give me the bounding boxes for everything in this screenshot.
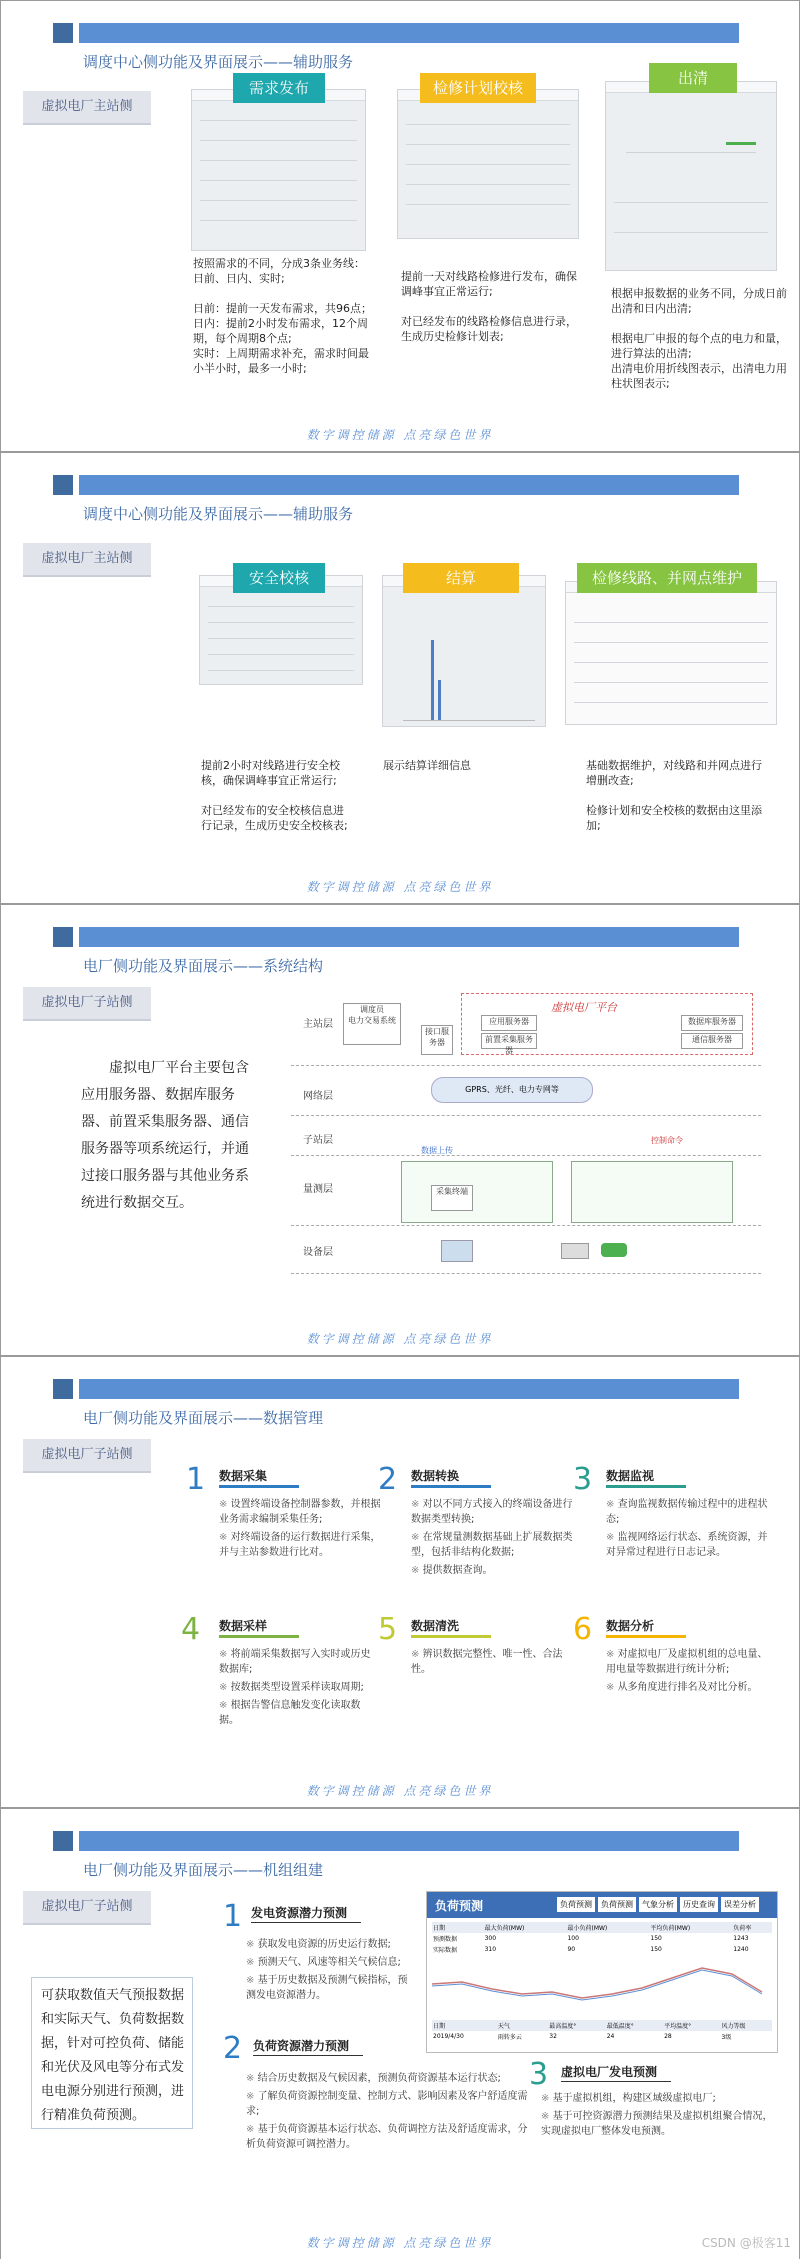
app-server-box: 应用服务器	[481, 1015, 537, 1031]
section-items: ※ 将前端采集数据写入实时或历史数据库; ※ 按数据类型设置采样读取周期; ※ 根据告警信息触发变化读取数据。	[219, 1647, 379, 1731]
slide-3	[1, 905, 799, 1355]
section-items: ※ 对虚拟电厂及虚拟机组的总电量、用电量等数据进行统计分析; ※ 从多角度进行排名及对比分析。	[606, 1647, 776, 1698]
layer-device: 设备层	[303, 1247, 333, 1258]
badge-demand: 需求发布	[233, 73, 325, 103]
section-items: ※ 对以不同方式接入的终端设备进行数据类型转换; ※ 在常规量测数据基础上扩展数据类型，包括非结构化数据; ※ 提供数据查询。	[411, 1497, 581, 1581]
section-items: ※ 设置终端设备控制器参数，并根据业务需求编制采集任务; ※ 对终端设备的运行数据进行采集，并与主站参数进行比对。	[219, 1497, 389, 1563]
header-bar	[79, 475, 739, 495]
side-label: 虚拟电厂子站侧	[23, 1891, 151, 1925]
header-bar	[79, 1379, 739, 1399]
side-label: 虚拟电厂子站侧	[23, 1439, 151, 1473]
slide-5	[1, 1809, 799, 2259]
side-label: 虚拟电厂子站侧	[23, 987, 151, 1021]
description-demand: 按照需求的不同，分成3条业务线：日前、日内、实时; 日前：提前一天发布需求，共96点；日内：提前2小时发布需求，12个周期，每个周期8个点; 实时：上周期需求补充，需求时间最小半小时，最多一小时;	[193, 257, 372, 375]
layer-substation: 子站层	[303, 1135, 333, 1146]
network-cloud: GPRS、光纤、电力专网等	[431, 1077, 593, 1103]
slide-title: 电厂侧功能及界面展示——数据管理	[83, 1409, 324, 1427]
control-command-label: 控制命令	[651, 1136, 683, 1145]
description-clearing: 根据申报数据的业务不同，分成日前出清和日内出清; 根据电厂申报的每个点的电力和量，进行算法的出清; 出清电价用折线图表示，出清电力用柱状图表示;	[611, 287, 787, 390]
forecast-tabs	[557, 1897, 759, 1912]
slogan: 数字调控储源 点亮绿色世界	[306, 1784, 494, 1798]
section-items: ※ 辨识数据完整性、唯一性、合法性。	[411, 1647, 571, 1680]
weather-table: 日期 天气 最高温度° 最低温度° 平均温度° 风力等级 2019/4/30 雨转多云 32 24 28 3级	[432, 2020, 772, 2042]
substation-group-2	[571, 1161, 733, 1223]
tab-weather[interactable]: 气象分析	[639, 1897, 677, 1912]
section-number: 2	[223, 2031, 243, 2066]
slide-title: 电厂侧功能及界面展示——系统结构	[83, 957, 324, 975]
slogan: 数字调控储源 点亮绿色世界	[306, 428, 494, 442]
screenshot-clearing	[605, 81, 777, 271]
section-title: 数据采集	[219, 1469, 268, 1483]
layer-master: 主站层	[303, 1019, 333, 1030]
section-number: 4	[181, 1612, 201, 1647]
description-settlement: 展示结算详细信息	[383, 759, 471, 772]
badge-maintenance: 检修计划校核	[420, 73, 536, 103]
section-number: 6	[573, 1612, 593, 1647]
layer-network: 网络层	[303, 1091, 333, 1102]
forecast-table: 日期 最大负荷(MW) 最小负荷(MW) 平均负荷(MW) 负荷率 预测数据 300 100 150 1243 实际数据 310 90 150 1240	[432, 1922, 772, 1955]
screenshot-demand	[191, 89, 366, 251]
system-architecture-diagram	[291, 985, 771, 1305]
meter-box: 采集终端	[431, 1185, 473, 1211]
screenshot-line-maintenance	[565, 581, 777, 725]
section-title: 数据采样	[219, 1619, 268, 1633]
section-items: ※ 基于虚拟机组，构建区域级虚拟电厂; ※ 基于可控资源潜力预测结果及虚拟机组聚合情况，实现虚拟电厂整体发电预测。	[541, 2091, 781, 2142]
header-accent-block	[53, 23, 73, 43]
comm-server-box: 通信服务器	[681, 1033, 743, 1049]
description-line-maintenance: 基础数据维护，对线路和并网点进行增删改查; 检修计划和安全校核的数据由这里添加;	[586, 759, 762, 832]
section-number: 1	[223, 1899, 243, 1934]
forecast-screen-title: 负荷预测	[435, 1899, 484, 1913]
slogan: 数字调控储源 点亮绿色世界	[306, 2236, 494, 2250]
front-server-box: 前置采集服务器	[481, 1033, 537, 1049]
section-title: 数据监视	[606, 1469, 655, 1483]
slide-title: 调度中心侧功能及界面展示——辅助服务	[83, 53, 354, 71]
section-number: 2	[378, 1462, 398, 1497]
section-title: 发电资源潜力预测	[251, 1906, 348, 1920]
tab-error[interactable]: 误差分析	[721, 1897, 759, 1912]
slide-4	[1, 1357, 799, 1807]
header-accent-block	[53, 1831, 73, 1851]
section-items: ※ 结合历史数据及气候因素，预测负荷资源基本运行状态; ※ 了解负荷资源控制变量、控制方式、影响因素及客户舒适度需求; ※ 基于负荷资源基本运行状态、负荷调控方法及舒适度需求，分析负荷资源可调控潜力。	[246, 2071, 536, 2155]
slide-2	[1, 453, 799, 903]
slogan: 数字调控储源 点亮绿色世界	[306, 1332, 494, 1346]
section-number: 5	[378, 1612, 398, 1647]
section-title: 负荷资源潜力预测	[253, 2039, 350, 2053]
section-title: 数据分析	[606, 1619, 655, 1633]
slogan: 数字调控储源 点亮绿色世界	[306, 880, 494, 894]
description-maintenance: 提前一天对线路检修进行发布，确保调峰事宜正常运行; 对已经发布的线路检修信息进行录，生成历史检修计划表;	[401, 270, 577, 343]
description-security-check: 提前2小时对线路进行安全校核，确保调峰事宜正常运行; 对已经发布的安全校核信息进行记录，生成历史安全校核表;	[201, 759, 348, 832]
header-accent-block	[53, 475, 73, 495]
section-items: ※ 获取发电资源的历史运行数据; ※ 预测天气、风速等相关气候信息; ※ 基于历史数据及预测气候指标，预测发电资源潜力。	[246, 1937, 416, 2006]
forecast-curve	[432, 1954, 772, 2016]
section-title: 虚拟电厂发电预测	[561, 2065, 658, 2079]
slide-title: 电厂侧功能及界面展示——机组组建	[83, 1861, 324, 1879]
badge-line-maintenance: 检修线路、并网点维护	[577, 563, 757, 593]
header-bar	[79, 23, 739, 43]
section-title: 数据清洗	[411, 1619, 460, 1633]
section-number: 3	[529, 2057, 549, 2092]
slide-1	[1, 1, 799, 451]
layer-measurement: 量测层	[303, 1184, 333, 1195]
section-number: 1	[186, 1462, 206, 1497]
section-items: ※ 查询监视数据传输过程中的进程状态; ※ 监视网络运行状态、系统资源，并对异常过程进行日志记录。	[606, 1497, 776, 1563]
header-accent-block	[53, 927, 73, 947]
watermark: CSDN @极客11	[701, 2236, 791, 2250]
interface-server-box: 接口服务器	[421, 1025, 453, 1055]
side-label: 虚拟电厂主站侧	[23, 91, 151, 125]
screenshot-settlement	[382, 575, 546, 727]
header-bar	[79, 1831, 739, 1851]
screenshot-maintenance	[397, 89, 579, 239]
forecast-description: 可获取数值天气预报数据和实际天气、负荷数据数据，针对可控负荷、储能和光伏及风电等分布式发电电源分别进行预测，进行精准负荷预测。	[41, 1988, 185, 2123]
header-bar	[79, 927, 739, 947]
header-accent-block	[53, 1379, 73, 1399]
load-forecast-screenshot	[426, 1891, 778, 2053]
platform-title: 虚拟电厂平台	[551, 1001, 617, 1014]
db-server-box: 数据库服务器	[681, 1015, 743, 1031]
section-number: 3	[573, 1462, 593, 1497]
slide-title: 调度中心侧功能及界面展示——辅助服务	[83, 505, 354, 523]
system-description: 虚拟电厂平台主要包含应用服务器、数据库服务器、前置采集服务器、通信服务器等项系统运行，并通过接口服务器与其他业务系统进行数据交互。	[81, 1060, 249, 1211]
dispatch-box: 调度员 电力交易系统	[343, 1003, 401, 1045]
data-upload-label: 数据上传	[421, 1146, 453, 1155]
section-title: 数据转换	[411, 1469, 460, 1483]
tab-load-forecast[interactable]: 负荷预测	[557, 1897, 595, 1912]
tab-history[interactable]: 历史查询	[680, 1897, 718, 1912]
badge-settlement: 结算	[403, 563, 519, 593]
badge-clearing: 出清	[649, 63, 737, 93]
badge-security-check: 安全校核	[233, 563, 325, 593]
tab-load-forecast-2[interactable]: 负荷预测	[598, 1897, 636, 1912]
substation-group-1	[401, 1161, 553, 1223]
side-label: 虚拟电厂主站侧	[23, 543, 151, 577]
